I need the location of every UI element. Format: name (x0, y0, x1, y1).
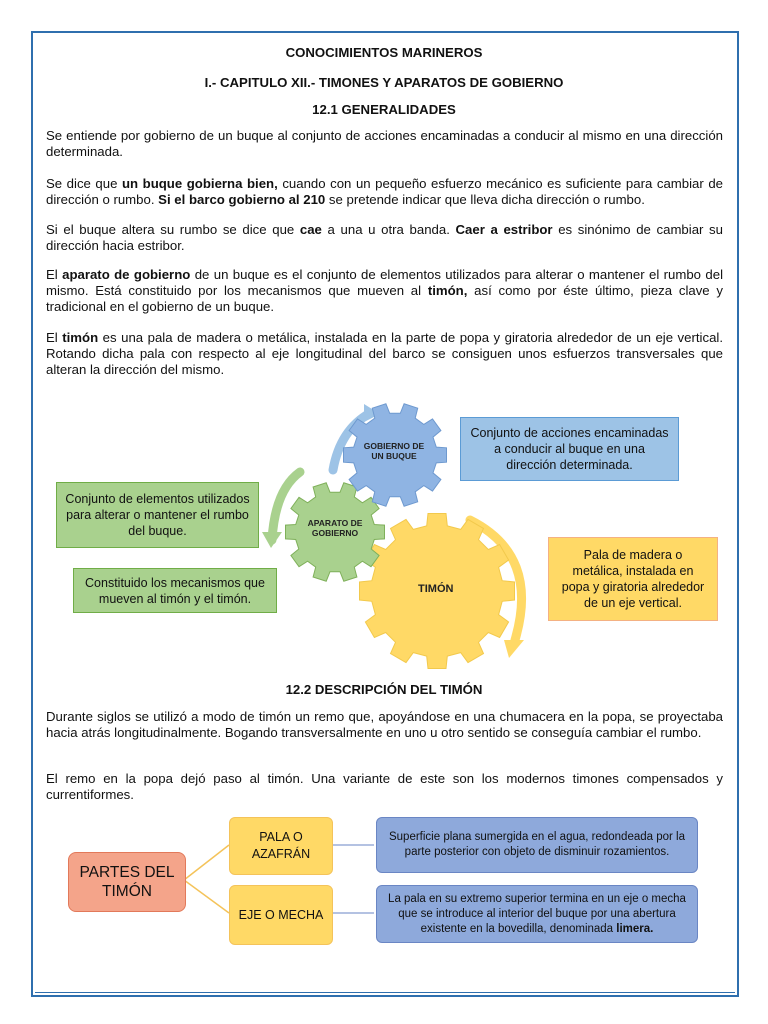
part-node-eje: EJE O MECHA (229, 885, 333, 945)
paragraph-gobierna-bien: Se dice que un buque gobierna bien, cuando con un pequeño esfuerzo mecánico es suficiente para cambiar de dirección o rumbo. Si el barco gobierno al 210 se pretende indicar que lleva dicha dirección o rumbo. (46, 176, 723, 207)
paragraph-cae: Si el buque altera su rumbo se dice que cae a una u otra banda. Caer a estribor es sinónimo de cambiar su dirección hacia estribor. (46, 222, 723, 253)
parts-root-node: PARTES DEL TIMÓN (68, 852, 186, 912)
gear-label-timon: TIMÓN (418, 583, 454, 595)
page-border-bottom-line (35, 992, 735, 993)
paragraph-aparato-gobierno: El aparato de gobierno de un buque es el conjunto de elementos utilizados para alterar o mantener el rumbo del mismo. Está constituido por los mecanismos que mueven al timón, así como por éste último, pieza clave y tradicional en el gobierno de un buque. (46, 267, 723, 314)
gear-label-gobierno: GOBIERNO DE UN BUQUE (363, 441, 425, 461)
part-desc-eje: La pala en su extremo superior termina en un eje o mecha que se introduce al interior del buque por una abertura existente en la bovedilla, denominada limera. (376, 885, 698, 943)
gear-label-aparato: APARATO DE GOBIERNO (307, 518, 363, 538)
callout-aparato-gobierno: Conjunto de elementos utilizados para alterar o mantener el rumbo del buque. (56, 482, 259, 548)
part-node-pala: PALA O AZAFRÁN (229, 817, 333, 875)
document-title: CONOCIMIENTOS MARINEROS (285, 45, 483, 60)
callout-gobierno-buque: Conjunto de acciones encaminadas a conducir al buque en una dirección determinada. (460, 417, 679, 481)
callout-timon-pala: Pala de madera o metálica, instalada en popa y giratoria alrededor de un eje vertical. (548, 537, 718, 621)
paragraph-remo-popa: El remo en la popa dejó paso al timón. Una variante de este son los modernos timones compensados y currentiformes. (46, 771, 723, 802)
section-heading-generalidades: 12.1 GENERALIDADES (312, 102, 456, 117)
paragraph-timon: El timón es una pala de madera o metálica, instalada en la parte de popa y giratoria alrededor de un eje vertical. Rotando dicha pala con respecto al eje longitudinal del barco se consiguen unos esfuerzos transversales que alteran la dirección del mismo. (46, 330, 723, 377)
section-heading-descripcion: 12.2 DESCRIPCIÓN DEL TIMÓN (285, 682, 483, 697)
paragraph-remo-historia: Durante siglos se utilizó a modo de timón un remo que, apoyándose en una chumacera en la popa, se proyectaba hacia atrás longitudinalmente. Bogando transversalmente en uno u otro sentido se conseguía cambiar el rumbo. (46, 709, 723, 740)
arrow-green-head-icon (262, 532, 282, 548)
chapter-title: I.- CAPITULO XII.- TIMONES Y APARATOS DE GOBIERNO (204, 75, 564, 90)
arrow-yellow-head-icon (504, 640, 524, 658)
callout-mecanismos: Constituido los mecanismos que mueven al timón y el timón. (73, 568, 277, 613)
part-desc-pala: Superficie plana sumergida en el agua, redondeada por la parte posterior con objeto de disminuir rozamientos. (376, 817, 698, 873)
paragraph-gobierno: Se entiende por gobierno de un buque al conjunto de acciones encaminadas a conducir al mismo en una dirección determinada. (46, 128, 723, 159)
